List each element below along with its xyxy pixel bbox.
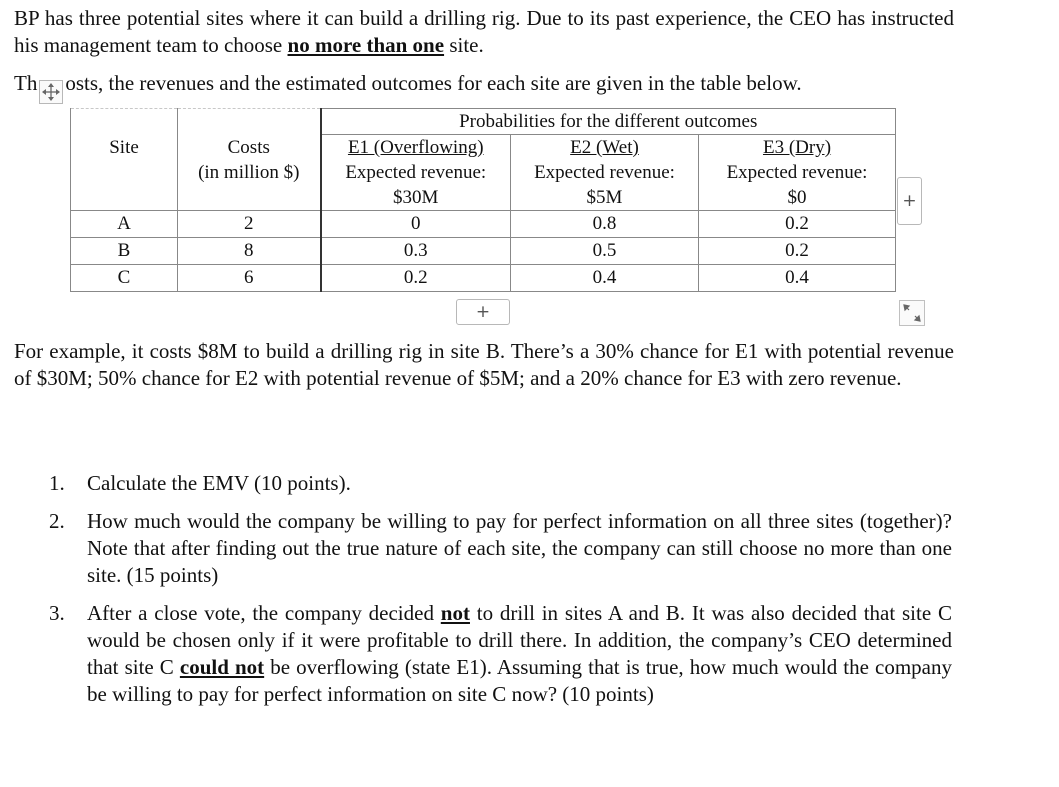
question-emphasis-could-not: could not [179,655,265,679]
resize-diagonal-icon [900,301,924,325]
probabilities-table [70,108,896,292]
site-header-cell [71,135,178,211]
e3-header-cell [699,135,896,211]
e3-name: E3 (Dry) [762,137,832,158]
table-intro-suffix: osts, the revenues and the estimated outcomes for each site are given in the table below. [65,71,802,95]
e1-revenue: $30M [393,187,439,208]
e1-header-cell [321,135,511,211]
p2-cell: 0.4 [511,265,699,292]
question-text-part1: After a close vote, the company decided [87,601,441,625]
p2-cell: 0.5 [511,238,699,265]
p1-cell: 0 [321,211,511,238]
add-column-button[interactable]: + [897,177,922,225]
cost-cell: 8 [178,238,321,265]
site-header: Site [109,136,139,158]
table-row [71,238,896,265]
e2-header-cell [511,135,699,211]
cost-cell: 6 [178,265,321,292]
example-paragraph: For example, it costs $8M to build a drilling rig in site B. There’s a 30% chance for E1 with potential revenue of $30M; 50% chance for E2 with potential revenue of $5M; and a 20% chance for E3 with zero revenue. [14,339,954,390]
e2-revenue-label: Expected revenue: [534,162,675,183]
e3-revenue-label: Expected revenue: [726,162,868,183]
table-row-column-headers [71,135,896,211]
p3-cell: 0.4 [699,265,896,292]
costs-header-line2: (in million $) [198,161,300,183]
p3-cell: 0.2 [699,211,896,238]
site-cell: C [71,265,178,292]
question-number: 1. [49,471,65,495]
costs-header-line1: Costs [227,136,270,158]
p1-cell: 0.3 [321,238,511,265]
table-intro-prefix: Th [14,71,38,95]
e2-name: E2 (Wet) [570,137,639,158]
cost-cell: 2 [178,211,321,238]
e1-name: E1 (Overflowing) [347,137,484,158]
table-intro-paragraph [14,70,954,97]
e1-revenue-label: Expected revenue: [345,162,487,183]
list-item [0,470,952,497]
costs-header-cell [178,135,321,211]
add-row-button[interactable]: + [456,299,510,325]
p2-cell: 0.8 [511,211,699,238]
questions-list [0,470,952,719]
p3-cell: 0.2 [699,238,896,265]
table-row-prob-header [71,109,896,135]
intro-text-before: BP has three potential sites where it can build a drilling rig. Due to its past experience, the CEO has instructed his management team to choose [14,6,954,57]
list-item [0,508,952,589]
prob-header: Probabilities for the different outcomes [459,111,758,132]
move-arrows-icon [41,82,61,102]
question-text: Calculate the EMV (10 points). [87,471,351,495]
e3-revenue: $0 [787,187,807,208]
question-number: 2. [49,509,65,533]
table-move-handle[interactable] [39,80,63,104]
table-row [71,265,896,292]
list-item [0,600,952,708]
question-text-part2: to drill in sites A and B. It was also decided that site C would be chosen only if it were profitable to drill there. In addition, the company’s CEO determined that site C [87,601,952,679]
intro-paragraph [14,5,954,59]
site-cell: A [71,211,178,238]
intro-emphasis: no more than one [287,33,445,57]
prob-header-cell [321,109,896,135]
question-text-part3: be overflowing (state E1). Assuming that is true, how much would the company be willing to pay for perfect information on site C now? (10 points) [87,655,952,706]
empty-header-cell [178,109,321,135]
intro-text-after: site. [444,33,484,57]
empty-header-cell [71,109,178,135]
table-resize-handle[interactable] [899,300,925,326]
table-row [71,211,896,238]
p1-cell: 0.2 [321,265,511,292]
question-number: 3. [49,601,65,625]
site-cell: B [71,238,178,265]
question-emphasis-not: not [440,601,470,625]
e2-revenue: $5M [586,187,623,208]
question-text: How much would the company be willing to pay for perfect information on all three sites (together)? Note that after finding out the true nature of each site, the company can still choose no more than one site. (15 points) [87,509,952,587]
